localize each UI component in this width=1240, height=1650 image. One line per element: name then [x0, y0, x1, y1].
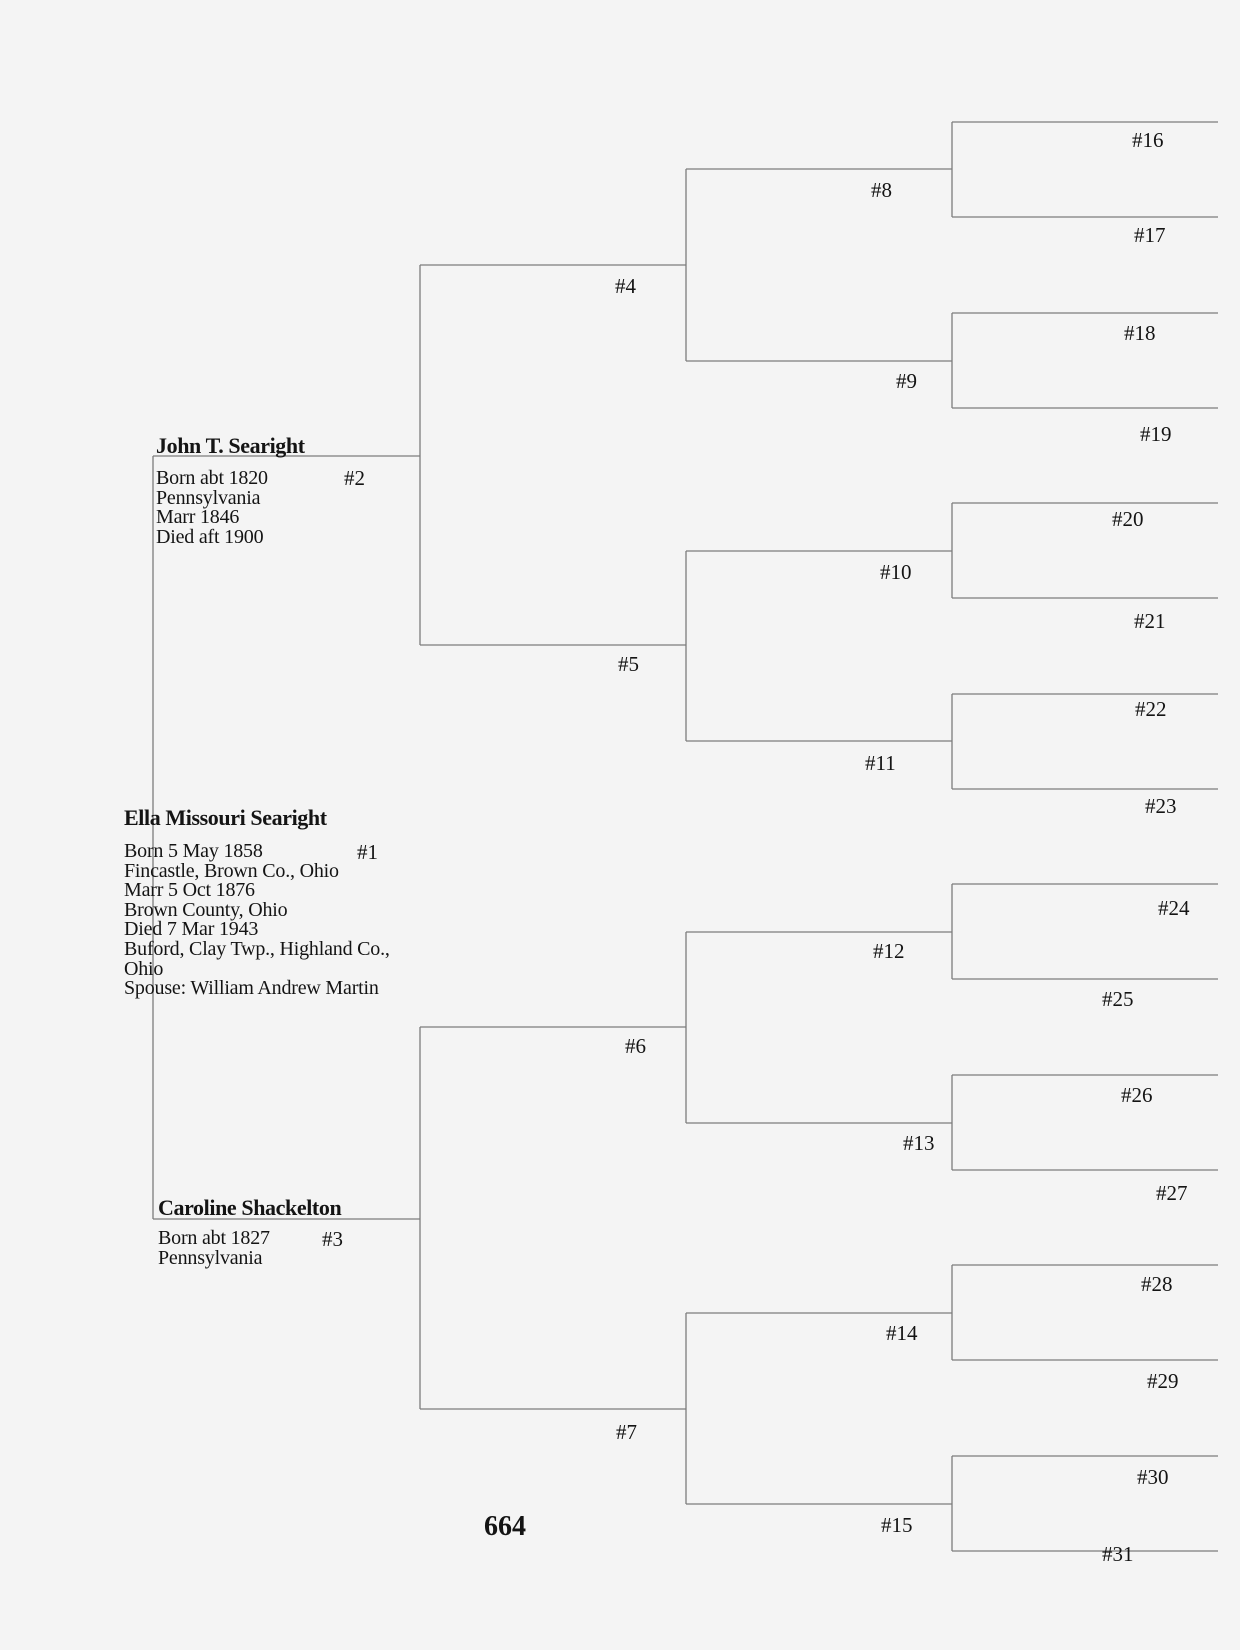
subject-detail-line: Buford, Clay Twp., Highland Co., [124, 937, 390, 960]
ancestor-id: #18 [1124, 321, 1156, 345]
ancestor-id: #29 [1147, 1369, 1179, 1393]
ancestor-id: #26 [1121, 1083, 1153, 1107]
ancestor-id: #22 [1135, 697, 1167, 721]
subject-detail-line: Fincastle, Brown Co., Ohio [124, 859, 339, 882]
mother-name: Caroline Shackelton [158, 1195, 342, 1220]
subject-detail-line: Marr 5 Oct 1876 [124, 879, 255, 902]
ancestor-id: #11 [865, 751, 896, 775]
ancestor-id: #8 [871, 178, 892, 202]
ancestor-id: #5 [618, 652, 639, 676]
mother-detail-line: Born abt 1827 [158, 1227, 270, 1249]
ancestor-id: #28 [1141, 1272, 1173, 1296]
father-id: #2 [344, 466, 365, 490]
subject-details [124, 842, 390, 999]
subject-name: Ella Missouri Searight [124, 805, 327, 830]
ancestor-id: #6 [625, 1034, 646, 1058]
subject-detail-line: Born 5 May 1858 [124, 840, 263, 862]
father-name: John T. Searight [156, 433, 305, 458]
father-detail-line: Pennsylvania [156, 486, 261, 509]
ancestor-id: #4 [615, 274, 636, 298]
father-detail-line: Marr 1846 [156, 506, 240, 529]
ancestor-id: #25 [1102, 987, 1134, 1011]
ancestor-id: #24 [1158, 896, 1190, 920]
subject-id: #1 [357, 840, 378, 864]
subject-detail-line: Brown County, Ohio [124, 898, 288, 921]
page-number: 664 [484, 1511, 526, 1542]
mother-details [158, 1229, 270, 1268]
mother-detail-line: Pennsylvania [158, 1246, 263, 1269]
ancestor-id: #21 [1134, 609, 1166, 633]
father-detail-line: Died aft 1900 [156, 525, 264, 548]
subject-detail-line: Died 7 Mar 1943 [124, 918, 259, 941]
father-details [156, 469, 268, 547]
ancestor-id: #27 [1156, 1181, 1188, 1205]
subject-detail-line: Spouse: William Andrew Martin [124, 977, 379, 1000]
ancestor-id: #16 [1132, 128, 1164, 152]
father-detail-line: Born abt 1820 [156, 467, 268, 489]
ancestor-id: #12 [873, 939, 905, 963]
ancestor-id: #31 [1102, 1542, 1134, 1566]
ancestor-id: #14 [886, 1321, 918, 1345]
ancestor-id: #30 [1137, 1465, 1169, 1489]
ancestor-id: #15 [881, 1513, 913, 1537]
ancestor-id: #19 [1140, 422, 1172, 446]
mother-id: #3 [322, 1227, 343, 1251]
ancestor-id: #7 [616, 1420, 637, 1444]
subject-detail-line: Ohio [124, 957, 164, 980]
ancestor-id: #9 [896, 369, 917, 393]
ancestor-id: #20 [1112, 507, 1144, 531]
ancestor-id: #23 [1145, 794, 1177, 818]
ancestor-id: #17 [1134, 223, 1166, 247]
ancestor-id: #10 [880, 560, 912, 584]
ancestor-id: #13 [903, 1131, 935, 1155]
